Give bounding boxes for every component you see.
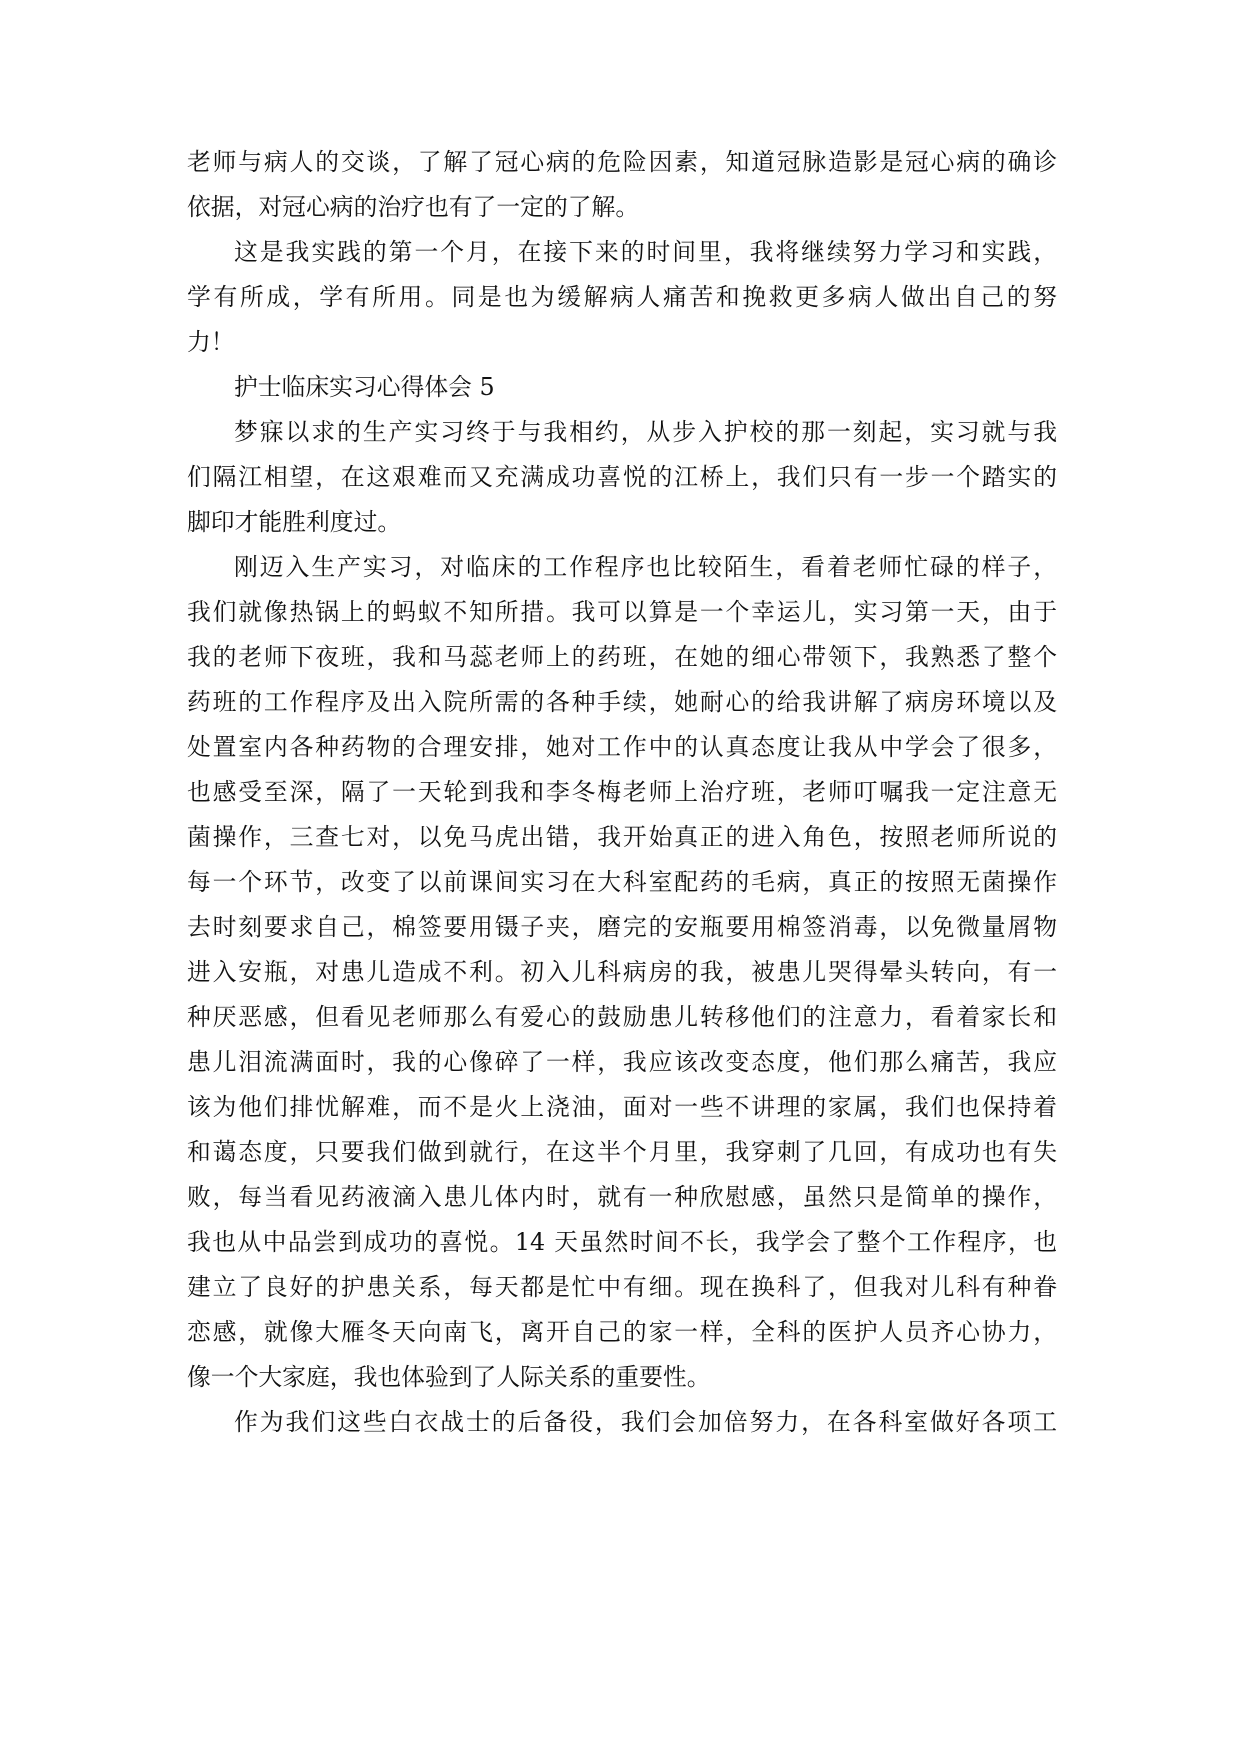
paragraph-line: 力！: [187, 328, 235, 356]
paragraph-line: 脚印才能胜利度过。: [187, 508, 402, 536]
paragraph-line: 菌操作，三查七对，以免马虎出错，我开始真正的进入角色，按照老师所说的: [187, 823, 1057, 851]
paragraph-line: 每一个环节，改变了以前课间实习在大科室配药的毛病，真正的按照无菌操作: [187, 868, 1057, 896]
paragraph-line: 依据，对冠心病的治疗也有了一定的了解。: [187, 193, 640, 221]
paragraph-line: 我也从中品尝到成功的喜悦。14 天虽然时间不长，我学会了整个工作程序，也: [187, 1228, 1057, 1256]
paragraph-line: 像一个大家庭，我也体验到了人际关系的重要性。: [187, 1363, 711, 1391]
paragraph-line: 败，每当看见药液滴入患儿体内时，就有一种欣慰感，虽然只是简单的操作，: [187, 1183, 1057, 1211]
section-heading: 护士临床实习心得体会 5: [234, 373, 495, 401]
paragraph-line: 我们就像热锅上的蚂蚁不知所措。我可以算是一个幸运儿，实习第一天，由于: [187, 598, 1057, 626]
paragraph-line: 种厌恶感，但看见老师那么有爱心的鼓励患儿转移他们的注意力，看着家长和: [187, 1003, 1057, 1031]
paragraph-line: 恋感，就像大雁冬天向南飞，离开自己的家一样，全科的医护人员齐心协力，: [187, 1318, 1057, 1346]
paragraph-line: 药班的工作程序及出入院所需的各种手续，她耐心的给我讲解了病房环境以及: [187, 688, 1057, 716]
paragraph-line: 去时刻要求自己，棉签要用镊子夹，磨完的安瓶要用棉签消毒，以免微量屑物: [187, 913, 1057, 941]
paragraph-line: 梦寐以求的生产实习终于与我相约，从步入护校的那一刻起，实习就与我: [234, 418, 1057, 446]
paragraph-line: 也感受至深，隔了一天轮到我和李冬梅老师上治疗班，老师叮嘱我一定注意无: [187, 778, 1057, 806]
paragraph-line: 学有所成，学有所用。同是也为缓解病人痛苦和挽救更多病人做出自己的努: [187, 283, 1057, 311]
paragraph-line: 处置室内各种药物的合理安排，她对工作中的认真态度让我从中学会了很多，: [187, 733, 1057, 761]
paragraph-line: 我的老师下夜班，我和马蕊老师上的药班，在她的细心带领下，我熟悉了整个: [187, 643, 1057, 671]
document-body: [187, 140, 1057, 1445]
paragraph-line: 老师与病人的交谈，了解了冠心病的危险因素，知道冠脉造影是冠心病的确诊: [187, 148, 1057, 176]
paragraph-line: 该为他们排忧解难，而不是火上浇油，面对一些不讲理的家属，我们也保持着: [187, 1093, 1057, 1121]
paragraph-line: 患儿泪流满面时，我的心像碎了一样，我应该改变态度，他们那么痛苦，我应: [187, 1048, 1057, 1076]
paragraph-line: 建立了良好的护患关系，每天都是忙中有细。现在换科了，但我对儿科有种眷: [187, 1273, 1057, 1301]
paragraph-line: 和蔼态度，只要我们做到就行，在这半个月里，我穿刺了几回，有成功也有失: [187, 1138, 1057, 1166]
paragraph-line: 刚迈入生产实习，对临床的工作程序也比较陌生，看着老师忙碌的样子，: [234, 553, 1057, 581]
paragraph-line: 进入安瓶，对患儿造成不利。初入儿科病房的我，被患儿哭得晕头转向，有一: [187, 958, 1057, 986]
paragraph-line: 作为我们这些白衣战士的后备役，我们会加倍努力，在各科室做好各项工: [234, 1408, 1057, 1436]
paragraph-line: 们隔江相望，在这艰难而又充满成功喜悦的江桥上，我们只有一步一个踏实的: [187, 463, 1057, 491]
paragraph-line: 这是我实践的第一个月，在接下来的时间里，我将继续努力学习和实践，: [234, 238, 1057, 266]
